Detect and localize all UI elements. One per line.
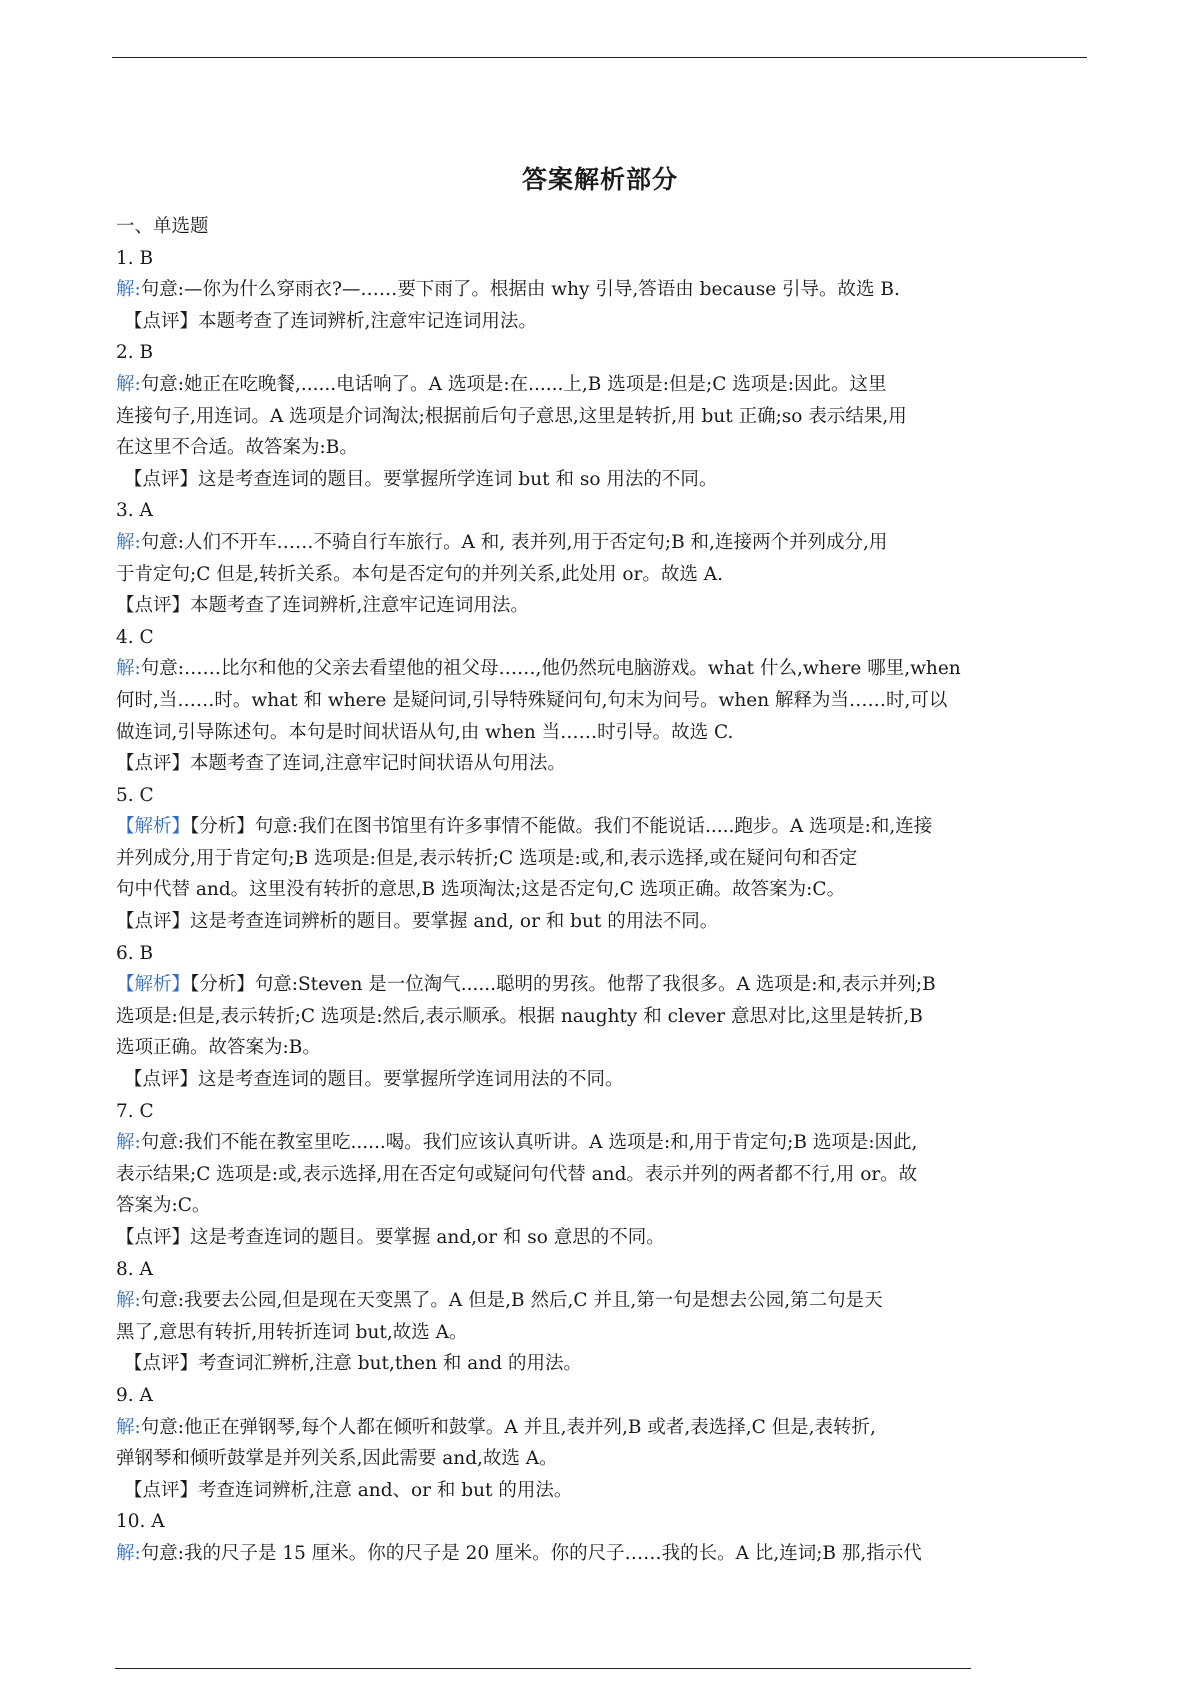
explanation-label: 解: <box>116 1542 141 1564</box>
explanation-text: 并列成分,用于肯定句;B 选项是:但是,表示转折;C 选项是:或,和,表示选择,或在疑问句和否定 <box>116 847 858 869</box>
explanation-text: 句中代替 and。这里没有转折的意思,B 选项淘汰;这是否定句,C 选项正确。故答案为:C。 <box>116 879 846 901</box>
review-note: 【点评】这是考查连词的题目。要掌握所学连词用法的不同。 <box>124 1069 624 1091</box>
explanation-line <box>116 717 1094 749</box>
explanation-line <box>116 1285 1094 1317</box>
explanation-text: 何时,当……时。what 和 where 是疑问词,引导特殊疑问句,句末为问号。when 解释为当……时,可以 <box>116 689 948 711</box>
explanation-line <box>116 653 1094 685</box>
explanation-line <box>116 274 1094 306</box>
explanation-line <box>116 1317 1094 1349</box>
answer-number: 8. A <box>116 1258 153 1280</box>
explanation-line <box>116 1538 1094 1570</box>
header-rule <box>112 57 1087 58</box>
review-note: 【点评】考查连词辨析,注意 and、or 和 but 的用法。 <box>124 1479 573 1501</box>
explanation-line <box>116 527 1094 559</box>
explanation-line <box>116 1032 1094 1064</box>
explanation-line <box>116 1412 1094 1444</box>
explanation-text: 连接句子,用连词。A 选项是介词淘汰;根据前后句子意思,这里是转折,用 but 正确;so 表示结果,用 <box>116 405 907 427</box>
explanation-text: 句意:—你为什么穿雨衣?—……要下雨了。根据由 why 引导,答语由 because 引导。故选 B. <box>140 279 900 301</box>
explanation-line <box>116 1001 1094 1033</box>
answer-content <box>116 211 1094 1570</box>
explanation-text: 黑了,意思有转折,用转折连词 but,故选 A。 <box>116 1321 468 1343</box>
explanation-line <box>116 811 1094 843</box>
explanation-text: 选项是:但是,表示转折;C 选项是:然后,表示顺承。根据 naughty 和 clever 意思对比,这里是转折,B <box>116 1005 923 1027</box>
section-heading: 一、单选题 <box>116 216 209 237</box>
explanation-text: 弹钢琴和倾听鼓掌是并列关系,因此需要 and,故选 A。 <box>116 1448 558 1470</box>
explanation-label: 解: <box>116 1132 141 1154</box>
explanation-line <box>116 843 1094 875</box>
footer-rule <box>115 1668 971 1669</box>
explanation-text: 【分析】句意:我们在图书馆里有许多事情不能做。我们不能说话.....跑步。A 选项是:和,连接 <box>190 816 933 838</box>
explanation-text: 句意:人们不开车……不骑自行车旅行。A 和, 表并列,用于否定句;B 和,连接两个并列成分,用 <box>140 531 888 553</box>
answer-number: 9. A <box>116 1384 153 1406</box>
explanation-text: 表示结果;C 选项是:或,表示选择,用在否定句或疑问句代替 and。表示并列的两者都不行,用 or。故 <box>116 1163 918 1185</box>
explanation-line <box>116 401 1094 433</box>
page-title: 答案解析部分 <box>521 165 678 194</box>
explanation-label: 解: <box>116 1416 141 1438</box>
explanation-text: 【分析】句意:Steven 是一位淘气......聪明的男孩。他帮了我很多。A 选项是:和,表示并列;B <box>190 974 936 996</box>
explanation-text: 句意:我的尺子是 15 厘米。你的尺子是 20 厘米。你的尺子……我的长。A 比,连词;B 那,指示代 <box>140 1542 922 1564</box>
explanation-text: 句意:她正在吃晚餐,......电话响了。A 选项是:在......上,B 选项是:但是;C 选项是:因此。这里 <box>140 373 887 395</box>
answer-number: 1. B <box>116 247 154 269</box>
review-note: 【点评】本题考查了连词辨析,注意牢记连词用法。 <box>124 310 537 332</box>
explanation-label: 解: <box>116 1290 141 1312</box>
review-note: 【点评】本题考查了连词,注意牢记时间状语从句用法。 <box>116 753 566 775</box>
explanation-line <box>116 1190 1094 1222</box>
review-note: 【点评】这是考查连词的题目。要掌握所学连词 but 和 so 用法的不同。 <box>124 468 718 490</box>
explanation-label: 解: <box>116 531 141 553</box>
explanation-label: 解: <box>116 279 141 301</box>
explanation-line <box>116 874 1094 906</box>
explanation-line <box>116 559 1094 591</box>
explanation-label: 【解析】 <box>116 816 191 838</box>
explanation-line <box>116 685 1094 717</box>
explanation-text: 在这里不合适。故答案为:B。 <box>116 437 358 459</box>
explanation-line <box>116 1127 1094 1159</box>
answer-number: 7. C <box>116 1100 154 1122</box>
explanation-label: 解: <box>116 373 141 395</box>
review-note: 【点评】考查词汇辨析,注意 but,then 和 and 的用法。 <box>124 1353 582 1375</box>
explanation-text: 答案为:C。 <box>116 1195 211 1217</box>
explanation-line <box>116 969 1094 1001</box>
review-note: 【点评】这是考查连词辨析的题目。要掌握 and, or 和 but 的用法不同。 <box>116 911 719 933</box>
explanation-label: 解: <box>116 658 141 680</box>
explanation-text: 句意:他正在弹钢琴,每个人都在倾听和鼓掌。A 并且,表并列,B 或者,表选择,C 但是,表转折, <box>140 1416 876 1438</box>
explanation-label: 【解析】 <box>116 974 191 996</box>
answer-number: 5. C <box>116 784 154 806</box>
explanation-text: 句意:……比尔和他的父亲去看望他的祖父母……,他仍然玩电脑游戏。what 什么,where 哪里,when <box>140 658 961 680</box>
explanation-text: 选项正确。故答案为:B。 <box>116 1037 321 1059</box>
explanation-text: 做连词,引导陈述句。本句是时间状语从句,由 when 当……时引导。故选 C. <box>116 721 734 743</box>
explanation-text: 于肯定句;C 但是,转折关系。本句是否定句的并列关系,此处用 or。故选 A. <box>116 563 724 585</box>
explanation-line <box>116 369 1094 401</box>
answer-number: 3. A <box>116 500 153 522</box>
explanation-line <box>116 432 1094 464</box>
explanation-text: 句意:我要去公园,但是现在天变黑了。A 但是,B 然后,C 并且,第一句是想去公园,第二句是天 <box>140 1290 883 1312</box>
review-note: 【点评】本题考查了连词辨析,注意牢记连词用法。 <box>116 595 529 617</box>
explanation-text: 句意:我们不能在教室里吃......喝。我们应该认真听讲。A 选项是:和,用于肯定句;B 选项是:因此, <box>140 1132 918 1154</box>
review-note: 【点评】这是考查连词的题目。要掌握 and,or 和 so 意思的不同。 <box>116 1227 665 1248</box>
explanation-line <box>116 1443 1094 1475</box>
answer-number: 2. B <box>116 342 154 364</box>
answer-number: 10. A <box>116 1511 165 1533</box>
explanation-line <box>116 1159 1094 1191</box>
answer-number: 6. B <box>116 942 154 964</box>
answer-number: 4. C <box>116 626 154 648</box>
